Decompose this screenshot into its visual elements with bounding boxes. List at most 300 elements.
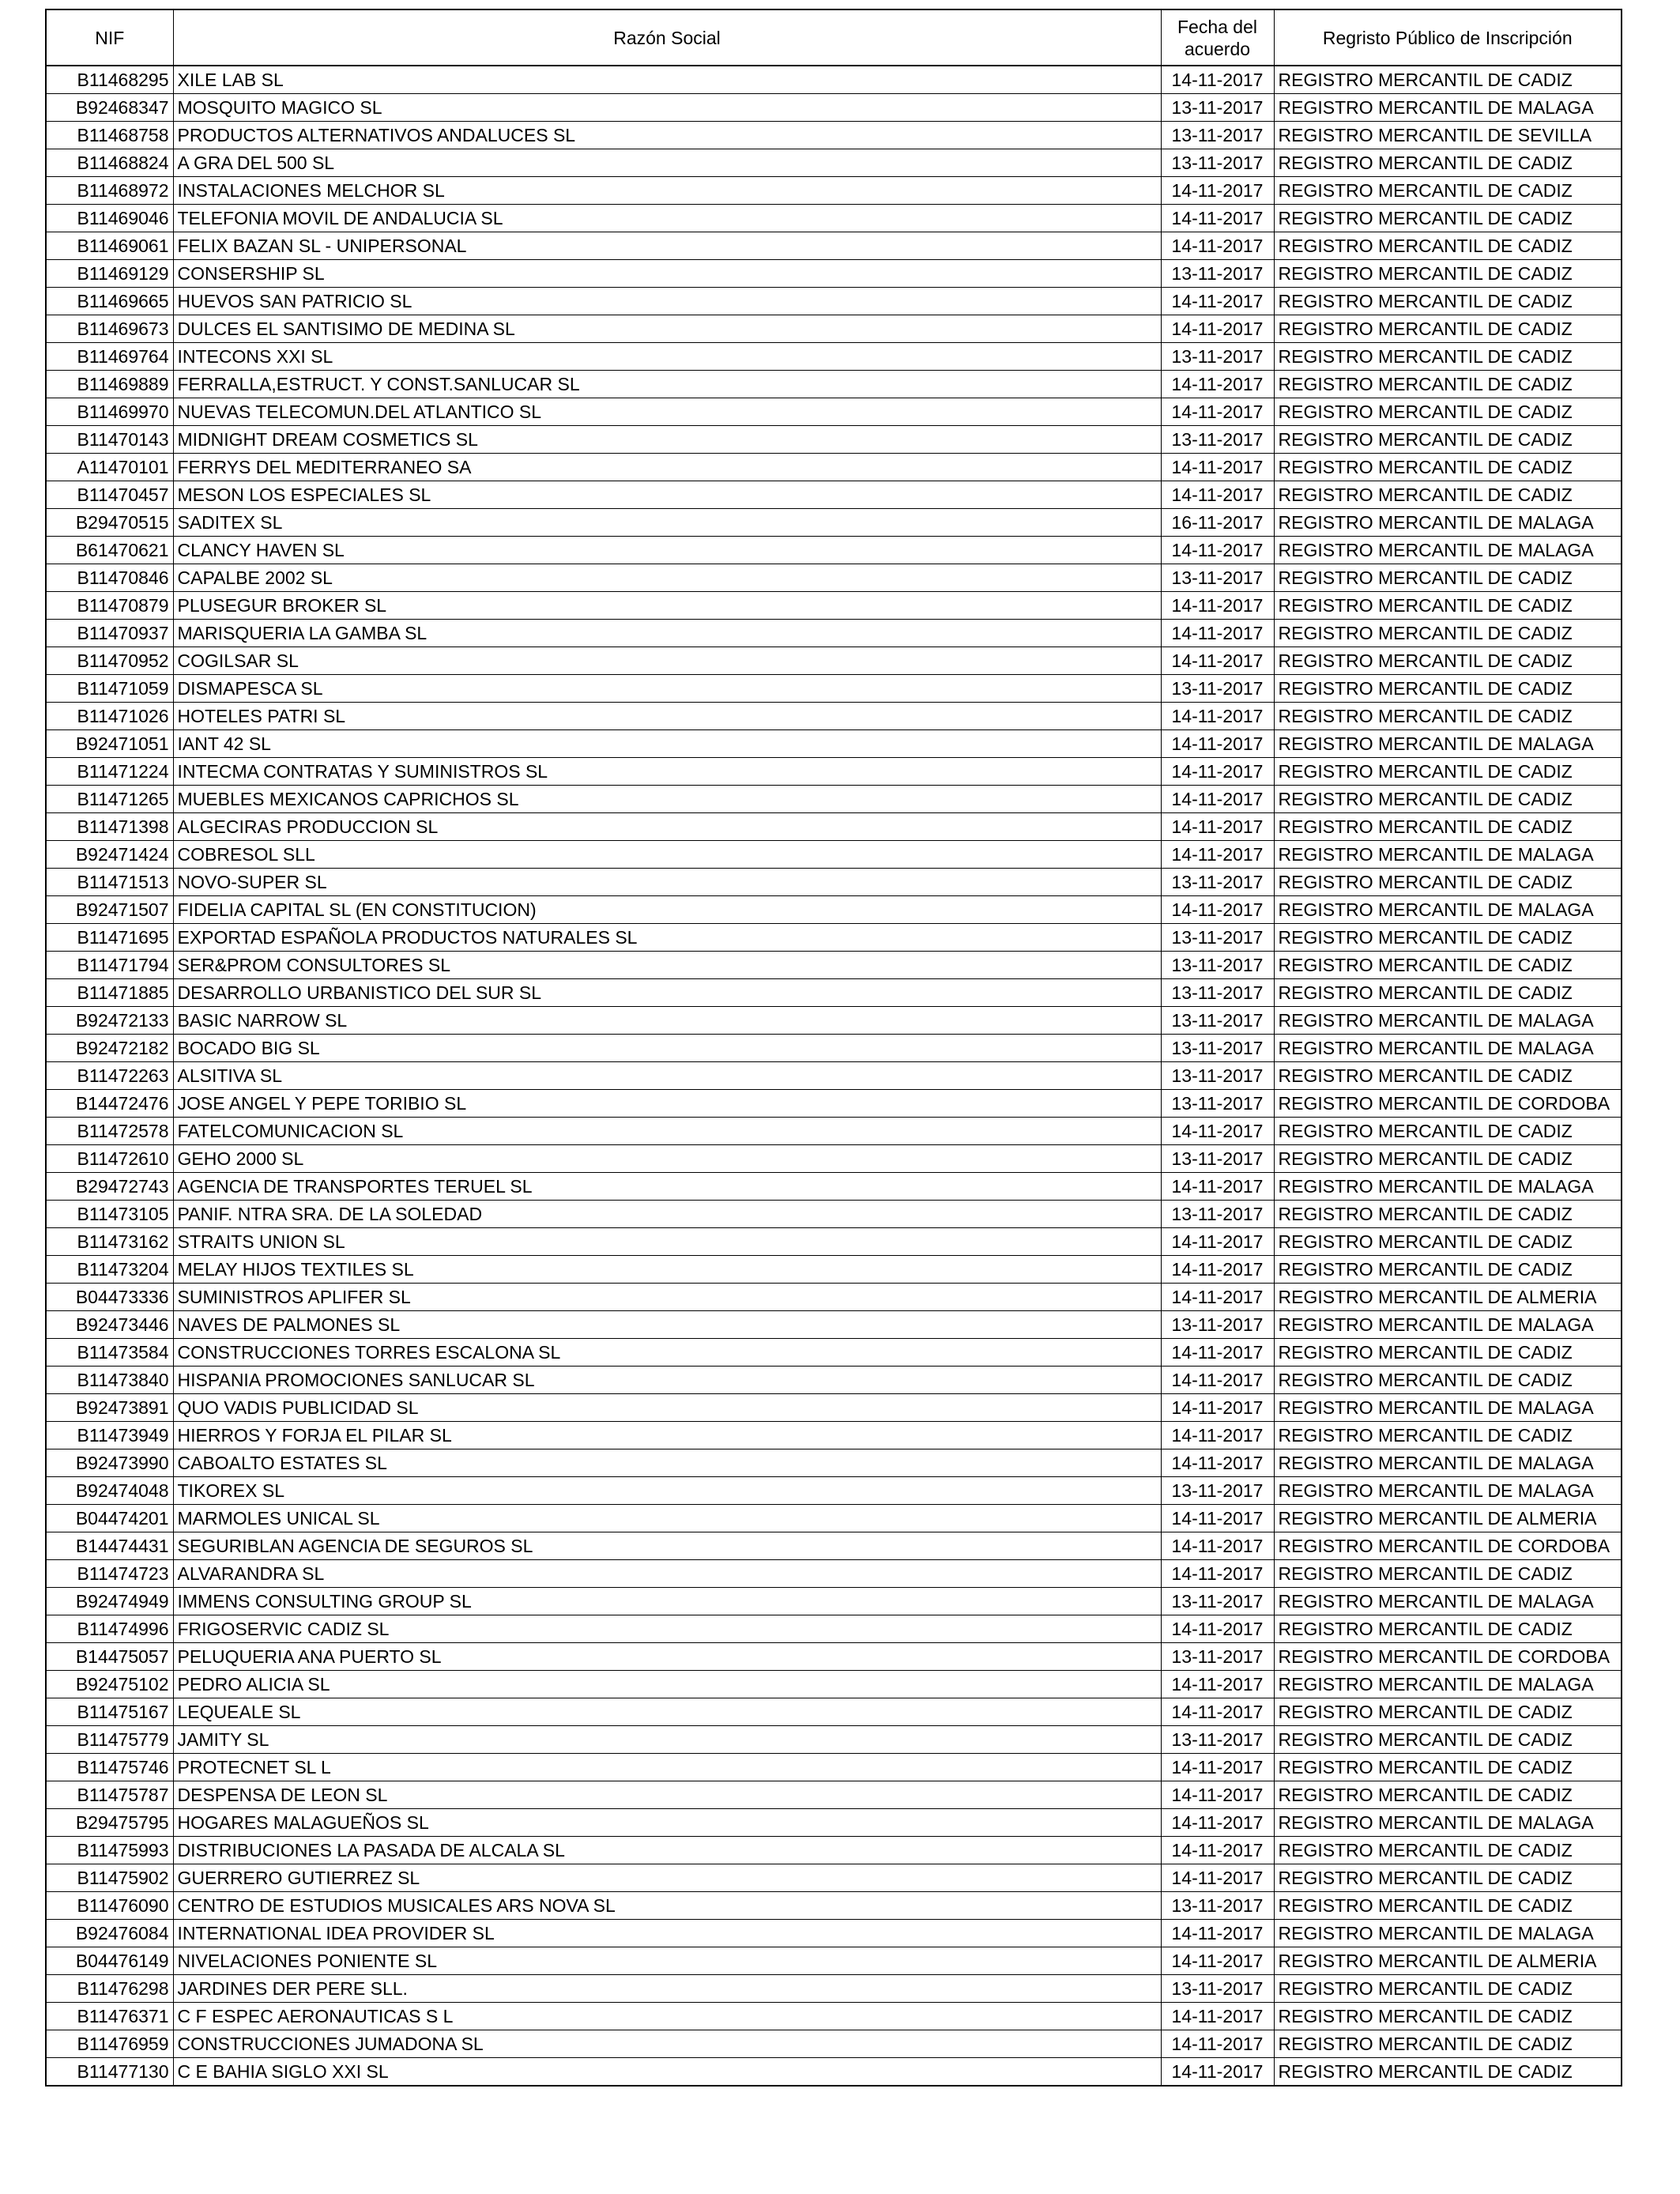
cell-fecha: 14-11-2017 <box>1161 537 1274 564</box>
table-row <box>46 232 1622 260</box>
table-row <box>46 1781 1622 1809</box>
cell-registro: REGISTRO MERCANTIL DE CADIZ <box>1274 1726 1622 1754</box>
cell-razon-social: PLUSEGUR BROKER SL <box>173 592 1161 620</box>
table-row <box>46 398 1622 426</box>
cell-razon-social: CONSERSHIP SL <box>173 260 1161 288</box>
cell-fecha: 13-11-2017 <box>1161 343 1274 371</box>
cell-registro: REGISTRO MERCANTIL DE CADIZ <box>1274 1698 1622 1726</box>
cell-nif: B11474996 <box>46 1615 173 1643</box>
cell-fecha: 14-11-2017 <box>1161 177 1274 205</box>
table-row <box>46 1007 1622 1035</box>
cell-registro: REGISTRO MERCANTIL DE MALAGA <box>1274 509 1622 537</box>
cell-registro: REGISTRO MERCANTIL DE CADIZ <box>1274 205 1622 232</box>
header-row <box>46 9 1622 66</box>
table-row <box>46 564 1622 592</box>
table-row <box>46 1201 1622 1228</box>
cell-registro: REGISTRO MERCANTIL DE CADIZ <box>1274 1062 1622 1090</box>
cell-razon-social: SUMINISTROS APLIFER SL <box>173 1284 1161 1311</box>
cell-registro: REGISTRO MERCANTIL DE CADIZ <box>1274 786 1622 813</box>
cell-nif: B11471398 <box>46 813 173 841</box>
cell-fecha: 14-11-2017 <box>1161 205 1274 232</box>
cell-fecha: 14-11-2017 <box>1161 1532 1274 1560</box>
cell-fecha: 14-11-2017 <box>1161 2058 1274 2087</box>
cell-razon-social: IMMENS CONSULTING GROUP SL <box>173 1588 1161 1615</box>
cell-fecha: 13-11-2017 <box>1161 979 1274 1007</box>
cell-registro: REGISTRO MERCANTIL DE CADIZ <box>1274 1864 1622 1892</box>
cell-nif: B04473336 <box>46 1284 173 1311</box>
cell-razon-social: JAMITY SL <box>173 1726 1161 1754</box>
cell-nif: B11468972 <box>46 177 173 205</box>
table-row <box>46 924 1622 952</box>
cell-nif: B92471424 <box>46 841 173 869</box>
table-row <box>46 1422 1622 1449</box>
cell-razon-social: CONSTRUCCIONES JUMADONA SL <box>173 2030 1161 2058</box>
cell-nif: B11471026 <box>46 703 173 730</box>
cell-fecha: 13-11-2017 <box>1161 1062 1274 1090</box>
cell-registro: REGISTRO MERCANTIL DE CADIZ <box>1274 703 1622 730</box>
cell-razon-social: INTECMA CONTRATAS Y SUMINISTROS SL <box>173 758 1161 786</box>
table-row <box>46 426 1622 454</box>
cell-nif: B11471224 <box>46 758 173 786</box>
cell-nif: B11470457 <box>46 481 173 509</box>
cell-fecha: 13-11-2017 <box>1161 149 1274 177</box>
cell-razon-social: DESPENSA DE LEON SL <box>173 1781 1161 1809</box>
cell-registro: REGISTRO MERCANTIL DE CORDOBA <box>1274 1090 1622 1118</box>
cell-nif: B92474949 <box>46 1588 173 1615</box>
table-row <box>46 675 1622 703</box>
cell-razon-social: FIDELIA CAPITAL SL (EN CONSTITUCION) <box>173 896 1161 924</box>
cell-razon-social: DISMAPESCA SL <box>173 675 1161 703</box>
cell-nif: B11475746 <box>46 1754 173 1781</box>
cell-registro: REGISTRO MERCANTIL DE MALAGA <box>1274 1173 1622 1201</box>
cell-razon-social: PEDRO ALICIA SL <box>173 1671 1161 1698</box>
table-row <box>46 537 1622 564</box>
table-row <box>46 122 1622 149</box>
cell-nif: B14475057 <box>46 1643 173 1671</box>
cell-nif: B11474723 <box>46 1560 173 1588</box>
cell-razon-social: MOSQUITO MAGICO SL <box>173 94 1161 122</box>
cell-registro: REGISTRO MERCANTIL DE CADIZ <box>1274 371 1622 398</box>
cell-fecha: 13-11-2017 <box>1161 869 1274 896</box>
cell-registro: REGISTRO MERCANTIL DE CADIZ <box>1274 564 1622 592</box>
table-row <box>46 647 1622 675</box>
cell-razon-social: C F ESPEC AERONAUTICAS S L <box>173 2003 1161 2030</box>
cell-razon-social: FATELCOMUNICACION SL <box>173 1118 1161 1145</box>
table-body <box>46 66 1622 2086</box>
cell-fecha: 14-11-2017 <box>1161 398 1274 426</box>
cell-fecha: 14-11-2017 <box>1161 758 1274 786</box>
cell-razon-social: FRIGOSERVIC CADIZ SL <box>173 1615 1161 1643</box>
cell-registro: REGISTRO MERCANTIL DE CADIZ <box>1274 1892 1622 1920</box>
cell-razon-social: GEHO 2000 SL <box>173 1145 1161 1173</box>
cell-registro: REGISTRO MERCANTIL DE MALAGA <box>1274 1035 1622 1062</box>
cell-fecha: 14-11-2017 <box>1161 1920 1274 1947</box>
cell-nif: B11476959 <box>46 2030 173 2058</box>
cell-razon-social: IANT 42 SL <box>173 730 1161 758</box>
cell-fecha: 14-11-2017 <box>1161 896 1274 924</box>
cell-nif: B11471513 <box>46 869 173 896</box>
table-row <box>46 1118 1622 1145</box>
cell-razon-social: MARISQUERIA LA GAMBA SL <box>173 620 1161 647</box>
cell-nif: B11475779 <box>46 1726 173 1754</box>
cell-registro: REGISTRO MERCANTIL DE MALAGA <box>1274 94 1622 122</box>
table-row <box>46 2003 1622 2030</box>
cell-razon-social: EXPORTAD ESPAÑOLA PRODUCTOS NATURALES SL <box>173 924 1161 952</box>
cell-razon-social: MESON LOS ESPECIALES SL <box>173 481 1161 509</box>
cell-nif: B11470952 <box>46 647 173 675</box>
cell-registro: REGISTRO MERCANTIL DE MALAGA <box>1274 896 1622 924</box>
cell-nif: B11475787 <box>46 1781 173 1809</box>
cell-fecha: 14-11-2017 <box>1161 288 1274 315</box>
cell-registro: REGISTRO MERCANTIL DE MALAGA <box>1274 841 1622 869</box>
table-row <box>46 620 1622 647</box>
cell-nif: B11473949 <box>46 1422 173 1449</box>
cell-registro: REGISTRO MERCANTIL DE CADIZ <box>1274 2058 1622 2087</box>
cell-razon-social: CABOALTO ESTATES SL <box>173 1449 1161 1477</box>
cell-nif: B92472182 <box>46 1035 173 1062</box>
table-row <box>46 343 1622 371</box>
table-row <box>46 1394 1622 1422</box>
cell-nif: B61470621 <box>46 537 173 564</box>
cell-fecha: 13-11-2017 <box>1161 1311 1274 1339</box>
cell-nif: B11468295 <box>46 66 173 94</box>
cell-razon-social: CLANCY HAVEN SL <box>173 537 1161 564</box>
cell-razon-social: HOGARES MALAGUEÑOS SL <box>173 1809 1161 1837</box>
cell-nif: B11473204 <box>46 1256 173 1284</box>
cell-razon-social: NUEVAS TELECOMUN.DEL ATLANTICO SL <box>173 398 1161 426</box>
table-row <box>46 1671 1622 1698</box>
cell-razon-social: INSTALACIONES MELCHOR SL <box>173 177 1161 205</box>
cell-nif: B14472476 <box>46 1090 173 1118</box>
table-row <box>46 730 1622 758</box>
cell-razon-social: CENTRO DE ESTUDIOS MUSICALES ARS NOVA SL <box>173 1892 1161 1920</box>
cell-registro: REGISTRO MERCANTIL DE CADIZ <box>1274 177 1622 205</box>
cell-nif: A11470101 <box>46 454 173 481</box>
table-row <box>46 979 1622 1007</box>
cell-registro: REGISTRO MERCANTIL DE CADIZ <box>1274 1422 1622 1449</box>
cell-fecha: 13-11-2017 <box>1161 1035 1274 1062</box>
cell-registro: REGISTRO MERCANTIL DE SEVILLA <box>1274 122 1622 149</box>
cell-fecha: 14-11-2017 <box>1161 66 1274 94</box>
cell-fecha: 14-11-2017 <box>1161 1947 1274 1975</box>
cell-fecha: 14-11-2017 <box>1161 371 1274 398</box>
cell-nif: B11468758 <box>46 122 173 149</box>
cell-fecha: 14-11-2017 <box>1161 1339 1274 1367</box>
cell-registro: REGISTRO MERCANTIL DE MALAGA <box>1274 1007 1622 1035</box>
cell-fecha: 14-11-2017 <box>1161 2003 1274 2030</box>
table-row <box>46 2058 1622 2087</box>
table-row <box>46 1284 1622 1311</box>
cell-fecha: 13-11-2017 <box>1161 122 1274 149</box>
table-row <box>46 1173 1622 1201</box>
table-row <box>46 1643 1622 1671</box>
cell-nif: B11472263 <box>46 1062 173 1090</box>
table-row <box>46 1367 1622 1394</box>
cell-nif: B11470846 <box>46 564 173 592</box>
cell-fecha: 14-11-2017 <box>1161 841 1274 869</box>
table-row <box>46 1892 1622 1920</box>
table-row <box>46 481 1622 509</box>
header-nif: NIF <box>46 9 173 66</box>
table-row <box>46 1698 1622 1726</box>
cell-nif: B11469061 <box>46 232 173 260</box>
cell-registro: REGISTRO MERCANTIL DE CADIZ <box>1274 979 1622 1007</box>
cell-registro: REGISTRO MERCANTIL DE CORDOBA <box>1274 1532 1622 1560</box>
cell-fecha: 13-11-2017 <box>1161 1090 1274 1118</box>
cell-razon-social: CAPALBE 2002 SL <box>173 564 1161 592</box>
cell-fecha: 14-11-2017 <box>1161 703 1274 730</box>
cell-nif: B11469046 <box>46 205 173 232</box>
cell-nif: B11468824 <box>46 149 173 177</box>
cell-fecha: 14-11-2017 <box>1161 232 1274 260</box>
cell-nif: B11473162 <box>46 1228 173 1256</box>
cell-fecha: 14-11-2017 <box>1161 1615 1274 1643</box>
cell-registro: REGISTRO MERCANTIL DE CADIZ <box>1274 592 1622 620</box>
cell-nif: B11476298 <box>46 1975 173 2003</box>
cell-nif: B92474048 <box>46 1477 173 1505</box>
cell-registro: REGISTRO MERCANTIL DE CADIZ <box>1274 813 1622 841</box>
cell-registro: REGISTRO MERCANTIL DE MALAGA <box>1274 537 1622 564</box>
cell-razon-social: PELUQUERIA ANA PUERTO SL <box>173 1643 1161 1671</box>
table-row <box>46 1754 1622 1781</box>
cell-registro: REGISTRO MERCANTIL DE CADIZ <box>1274 1781 1622 1809</box>
cell-razon-social: BOCADO BIG SL <box>173 1035 1161 1062</box>
cell-nif: B11477130 <box>46 2058 173 2087</box>
cell-razon-social: GUERRERO GUTIERREZ SL <box>173 1864 1161 1892</box>
cell-razon-social: PANIF. NTRA SRA. DE LA SOLEDAD <box>173 1201 1161 1228</box>
table-row <box>46 315 1622 343</box>
cell-fecha: 14-11-2017 <box>1161 1837 1274 1864</box>
cell-nif: B11476371 <box>46 2003 173 2030</box>
cell-registro: REGISTRO MERCANTIL DE CADIZ <box>1274 1560 1622 1588</box>
cell-fecha: 13-11-2017 <box>1161 1892 1274 1920</box>
table-row <box>46 869 1622 896</box>
cell-registro: REGISTRO MERCANTIL DE MALAGA <box>1274 1588 1622 1615</box>
cell-registro: REGISTRO MERCANTIL DE CADIZ <box>1274 647 1622 675</box>
cell-razon-social: TELEFONIA MOVIL DE ANDALUCIA SL <box>173 205 1161 232</box>
cell-razon-social: MARMOLES UNICAL SL <box>173 1505 1161 1532</box>
cell-razon-social: XILE LAB SL <box>173 66 1161 94</box>
cell-nif: B11470937 <box>46 620 173 647</box>
cell-fecha: 13-11-2017 <box>1161 260 1274 288</box>
cell-fecha: 14-11-2017 <box>1161 1284 1274 1311</box>
cell-nif: B11469665 <box>46 288 173 315</box>
cell-nif: B29472743 <box>46 1173 173 1201</box>
cell-nif: B11473584 <box>46 1339 173 1367</box>
cell-fecha: 13-11-2017 <box>1161 952 1274 979</box>
cell-razon-social: HIERROS Y FORJA EL PILAR SL <box>173 1422 1161 1449</box>
cell-razon-social: NAVES DE PALMONES SL <box>173 1311 1161 1339</box>
cell-registro: REGISTRO MERCANTIL DE MALAGA <box>1274 1809 1622 1837</box>
cell-fecha: 14-11-2017 <box>1161 1256 1274 1284</box>
cell-nif: B11473840 <box>46 1367 173 1394</box>
table-row <box>46 1228 1622 1256</box>
cell-razon-social: PRODUCTOS ALTERNATIVOS ANDALUCES SL <box>173 122 1161 149</box>
cell-razon-social: INTERNATIONAL IDEA PROVIDER SL <box>173 1920 1161 1947</box>
cell-razon-social: DESARROLLO URBANISTICO DEL SUR SL <box>173 979 1161 1007</box>
cell-fecha: 14-11-2017 <box>1161 1671 1274 1698</box>
cell-razon-social: FELIX BAZAN SL - UNIPERSONAL <box>173 232 1161 260</box>
cell-razon-social: SEGURIBLAN AGENCIA DE SEGUROS SL <box>173 1532 1161 1560</box>
cell-fecha: 14-11-2017 <box>1161 647 1274 675</box>
cell-fecha: 14-11-2017 <box>1161 730 1274 758</box>
cell-razon-social: BASIC NARROW SL <box>173 1007 1161 1035</box>
table-row <box>46 1920 1622 1947</box>
cell-fecha: 13-11-2017 <box>1161 1975 1274 2003</box>
cell-registro: REGISTRO MERCANTIL DE CADIZ <box>1274 1367 1622 1394</box>
cell-razon-social: PROTECNET SL L <box>173 1754 1161 1781</box>
cell-registro: REGISTRO MERCANTIL DE ALMERIA <box>1274 1947 1622 1975</box>
cell-registro: REGISTRO MERCANTIL DE CADIZ <box>1274 2003 1622 2030</box>
cell-fecha: 13-11-2017 <box>1161 675 1274 703</box>
table-row <box>46 177 1622 205</box>
cell-razon-social: DISTRIBUCIONES LA PASADA DE ALCALA SL <box>173 1837 1161 1864</box>
table-row <box>46 1062 1622 1090</box>
cell-fecha: 13-11-2017 <box>1161 924 1274 952</box>
cell-registro: REGISTRO MERCANTIL DE CADIZ <box>1274 481 1622 509</box>
cell-razon-social: MUEBLES MEXICANOS CAPRICHOS SL <box>173 786 1161 813</box>
cell-nif: B11469889 <box>46 371 173 398</box>
cell-nif: B92471507 <box>46 896 173 924</box>
table-row <box>46 66 1622 94</box>
table-row <box>46 1035 1622 1062</box>
table-row <box>46 1837 1622 1864</box>
cell-registro: REGISTRO MERCANTIL DE CADIZ <box>1274 1975 1622 2003</box>
cell-fecha: 14-11-2017 <box>1161 1698 1274 1726</box>
table-row <box>46 454 1622 481</box>
table-row <box>46 1532 1622 1560</box>
cell-registro: REGISTRO MERCANTIL DE CADIZ <box>1274 2030 1622 2058</box>
cell-registro: REGISTRO MERCANTIL DE CADIZ <box>1274 232 1622 260</box>
header-fecha-acuerdo: Fecha del acuerdo <box>1161 9 1274 66</box>
table-row <box>46 1339 1622 1367</box>
cell-nif: B04476149 <box>46 1947 173 1975</box>
cell-fecha: 14-11-2017 <box>1161 454 1274 481</box>
cell-fecha: 14-11-2017 <box>1161 1118 1274 1145</box>
cell-registro: REGISTRO MERCANTIL DE CADIZ <box>1274 315 1622 343</box>
cell-registro: REGISTRO MERCANTIL DE CADIZ <box>1274 924 1622 952</box>
cell-fecha: 13-11-2017 <box>1161 94 1274 122</box>
cell-fecha: 14-11-2017 <box>1161 1754 1274 1781</box>
cell-nif: B29475795 <box>46 1809 173 1837</box>
cell-razon-social: MIDNIGHT DREAM COSMETICS SL <box>173 426 1161 454</box>
cell-nif: B11475902 <box>46 1864 173 1892</box>
cell-razon-social: ALSITIVA SL <box>173 1062 1161 1090</box>
table-row <box>46 94 1622 122</box>
cell-nif: B92471051 <box>46 730 173 758</box>
cell-razon-social: SER&PROM CONSULTORES SL <box>173 952 1161 979</box>
cell-nif: B11469129 <box>46 260 173 288</box>
cell-registro: REGISTRO MERCANTIL DE CADIZ <box>1274 1339 1622 1367</box>
table-row <box>46 1947 1622 1975</box>
cell-razon-social: HUEVOS SAN PATRICIO SL <box>173 288 1161 315</box>
cell-fecha: 14-11-2017 <box>1161 620 1274 647</box>
table-row <box>46 1256 1622 1284</box>
cell-fecha: 14-11-2017 <box>1161 813 1274 841</box>
table-row <box>46 1726 1622 1754</box>
cell-fecha: 13-11-2017 <box>1161 564 1274 592</box>
cell-registro: REGISTRO MERCANTIL DE CADIZ <box>1274 149 1622 177</box>
cell-fecha: 14-11-2017 <box>1161 592 1274 620</box>
cell-registro: REGISTRO MERCANTIL DE CADIZ <box>1274 1145 1622 1173</box>
cell-registro: REGISTRO MERCANTIL DE CADIZ <box>1274 1256 1622 1284</box>
cell-nif: B11471695 <box>46 924 173 952</box>
cell-razon-social: FERRYS DEL MEDITERRANEO SA <box>173 454 1161 481</box>
cell-fecha: 13-11-2017 <box>1161 1007 1274 1035</box>
table-row <box>46 592 1622 620</box>
cell-fecha: 13-11-2017 <box>1161 1588 1274 1615</box>
cell-razon-social: A GRA DEL 500 SL <box>173 149 1161 177</box>
registry-table <box>45 9 1622 2087</box>
cell-razon-social: MELAY HIJOS TEXTILES SL <box>173 1256 1161 1284</box>
cell-razon-social: SADITEX SL <box>173 509 1161 537</box>
cell-registro: REGISTRO MERCANTIL DE CADIZ <box>1274 758 1622 786</box>
cell-nif: B11469673 <box>46 315 173 343</box>
table-row <box>46 758 1622 786</box>
cell-fecha: 14-11-2017 <box>1161 786 1274 813</box>
cell-fecha: 14-11-2017 <box>1161 1449 1274 1477</box>
cell-fecha: 14-11-2017 <box>1161 315 1274 343</box>
cell-fecha: 14-11-2017 <box>1161 1367 1274 1394</box>
table-row <box>46 1975 1622 2003</box>
cell-fecha: 14-11-2017 <box>1161 2030 1274 2058</box>
cell-fecha: 13-11-2017 <box>1161 1145 1274 1173</box>
cell-razon-social: C E BAHIA SIGLO XXI SL <box>173 2058 1161 2087</box>
cell-fecha: 13-11-2017 <box>1161 426 1274 454</box>
cell-registro: REGISTRO MERCANTIL DE MALAGA <box>1274 1671 1622 1698</box>
cell-razon-social: HISPANIA PROMOCIONES SANLUCAR SL <box>173 1367 1161 1394</box>
cell-registro: REGISTRO MERCANTIL DE CADIZ <box>1274 1118 1622 1145</box>
cell-razon-social: COGILSAR SL <box>173 647 1161 675</box>
cell-razon-social: NIVELACIONES PONIENTE SL <box>173 1947 1161 1975</box>
cell-nif: B92473990 <box>46 1449 173 1477</box>
table-row <box>46 509 1622 537</box>
cell-fecha: 14-11-2017 <box>1161 1864 1274 1892</box>
cell-razon-social: AGENCIA DE TRANSPORTES TERUEL SL <box>173 1173 1161 1201</box>
cell-registro: REGISTRO MERCANTIL DE CADIZ <box>1274 454 1622 481</box>
cell-razon-social: INTECONS XXI SL <box>173 343 1161 371</box>
cell-razon-social: LEQUEALE SL <box>173 1698 1161 1726</box>
cell-razon-social: JOSE ANGEL Y PEPE TORIBIO SL <box>173 1090 1161 1118</box>
cell-razon-social: COBRESOL SLL <box>173 841 1161 869</box>
cell-registro: REGISTRO MERCANTIL DE CORDOBA <box>1274 1643 1622 1671</box>
cell-registro: REGISTRO MERCANTIL DE MALAGA <box>1274 730 1622 758</box>
cell-razon-social: DULCES EL SANTISIMO DE MEDINA SL <box>173 315 1161 343</box>
cell-registro: REGISTRO MERCANTIL DE MALAGA <box>1274 1449 1622 1477</box>
cell-razon-social: TIKOREX SL <box>173 1477 1161 1505</box>
cell-nif: B11473105 <box>46 1201 173 1228</box>
table-row <box>46 2030 1622 2058</box>
cell-nif: B04474201 <box>46 1505 173 1532</box>
table-row <box>46 1477 1622 1505</box>
cell-nif: B11472610 <box>46 1145 173 1173</box>
table-row <box>46 1809 1622 1837</box>
cell-fecha: 16-11-2017 <box>1161 509 1274 537</box>
cell-registro: REGISTRO MERCANTIL DE ALMERIA <box>1274 1505 1622 1532</box>
cell-fecha: 13-11-2017 <box>1161 1201 1274 1228</box>
cell-registro: REGISTRO MERCANTIL DE CADIZ <box>1274 1754 1622 1781</box>
cell-fecha: 14-11-2017 <box>1161 481 1274 509</box>
cell-nif: B92472133 <box>46 1007 173 1035</box>
cell-razon-social: STRAITS UNION SL <box>173 1228 1161 1256</box>
table-row <box>46 1311 1622 1339</box>
cell-nif: B11471885 <box>46 979 173 1007</box>
table-row <box>46 896 1622 924</box>
header-registro: Regristo Público de Inscripción <box>1274 9 1622 66</box>
cell-registro: REGISTRO MERCANTIL DE CADIZ <box>1274 288 1622 315</box>
table-row <box>46 1090 1622 1118</box>
cell-fecha: 14-11-2017 <box>1161 1809 1274 1837</box>
